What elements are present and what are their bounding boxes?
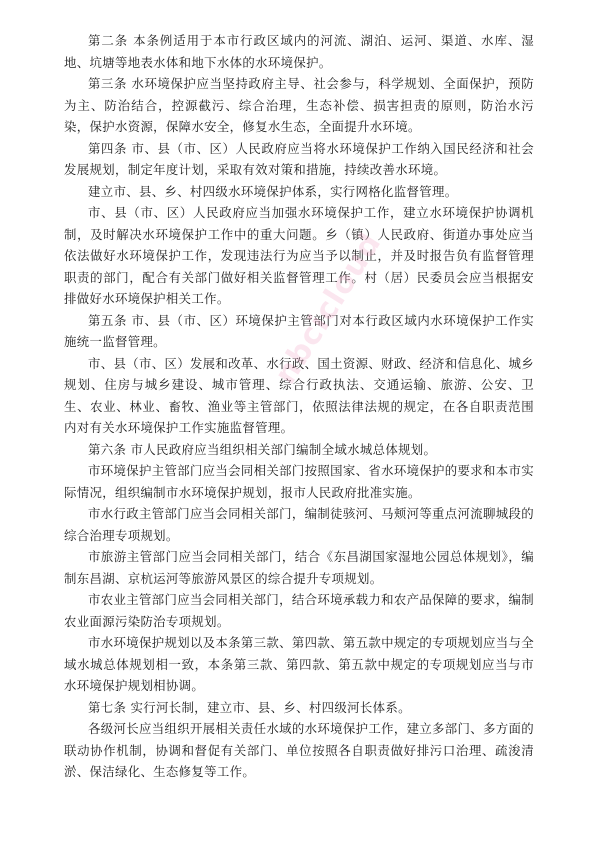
paragraph: 市、县（市、区）发展和改革、水行政、国土资源、财政、经济和信息化、城乡规划、住房与城乡建设、城市管理、综合行政执法、交通运输、旅游、公安、卫生、农业、林业、畜牧、渔业等主管部门，依照法律法规的规定，在各自职责范围内对有关水环境保护工作实施监督管理。 xyxy=(64,355,534,435)
paragraph: 第二条 本条例适用于本市行政区域内的河流、湖泊、运河、渠道、水库、湿地、坑塘等地表水体和地下水体的水环境保护。 xyxy=(64,33,534,70)
paragraph: 第七条 实行河长制，建立市、县、乡、村四级河长体系。 xyxy=(88,699,411,715)
paragraph: 建立市、县、乡、村四级水环境保护体系，实行网格化监督管理。 xyxy=(88,183,458,199)
paragraph: 市水行政主管部门应当会同相关部门，编制徒骇河、马颊河等重点河流聊城段的综合治理专项规划。 xyxy=(64,506,534,543)
watermark: nbcicloud xyxy=(268,226,389,391)
paragraph: 第六条 市人民政府应当组织相关部门编制全域水城总体规划。 xyxy=(88,441,437,457)
paragraph: 市水环境保护规划以及本条第三款、第四款、第五款中规定的专项规划应当与全域水城总体规划相一致，本条第三款、第四款、第五款中规定的专项规划应当与市水环境保护规划相协调。 xyxy=(64,635,534,693)
paragraph: 市农业主管部门应当会同相关部门，结合环境承载力和农产品保障的要求，编制农业面源污染防治专项规划。 xyxy=(64,592,534,629)
paragraph: 市旅游主管部门应当会同相关部门，结合《东昌湖国家湿地公园总体规划》，编制东昌湖、京杭运河等旅游风景区的综合提升专项规划。 xyxy=(64,549,534,586)
paragraph: 第四条 市、县（市、区）人民政府应当将水环境保护工作纳入国民经济和社会发展规划，制定年度计划，采取有效对策和措施，持续改善水环境。 xyxy=(64,140,534,177)
paragraph: 第五条 市、县（市、区）环境保护主管部门对本行政区域内水环境保护工作实施统一监督管理。 xyxy=(64,312,534,349)
paragraph: 市环境保护主管部门应当会同相关部门按照国家、省水环境保护的要求和本市实际情况，组织编制市水环境保护规划，报市人民政府批准实施。 xyxy=(64,463,534,500)
paragraph: 市、县（市、区）人民政府应当加强水环境保护工作，建立水环境保护协调机制，及时解决水环境保护工作中的重大问题。乡（镇）人民政府、街道办事处应当依法做好水环境保护工作，发现违法行为应当予以制止，并及时报告负有监督管理职责的部门，配合有关部门做好相关监督管理工作。村（居）民委员会应当根据安排做好水环境保护相关工作。 xyxy=(64,205,534,306)
paragraph: 各级河长应当组织开展相关责任水域的水环境保护工作，建立多部门、多方面的联动协作机制，协调和督促有关部门、单位按照各自职责做好排污口治理、疏浚清淤、保洁绿化、生态修复等工作。 xyxy=(64,721,534,779)
paragraph: 第三条 水环境保护应当坚持政府主导、社会参与，科学规划、全面保护，预防为主、防治结合，控源截污、综合治理，生态补偿、损害担责的原则，防治水污染，保护水资源，保障水安全，修复水生态，全面提升水环境。 xyxy=(64,76,534,134)
document-page xyxy=(64,30,534,783)
